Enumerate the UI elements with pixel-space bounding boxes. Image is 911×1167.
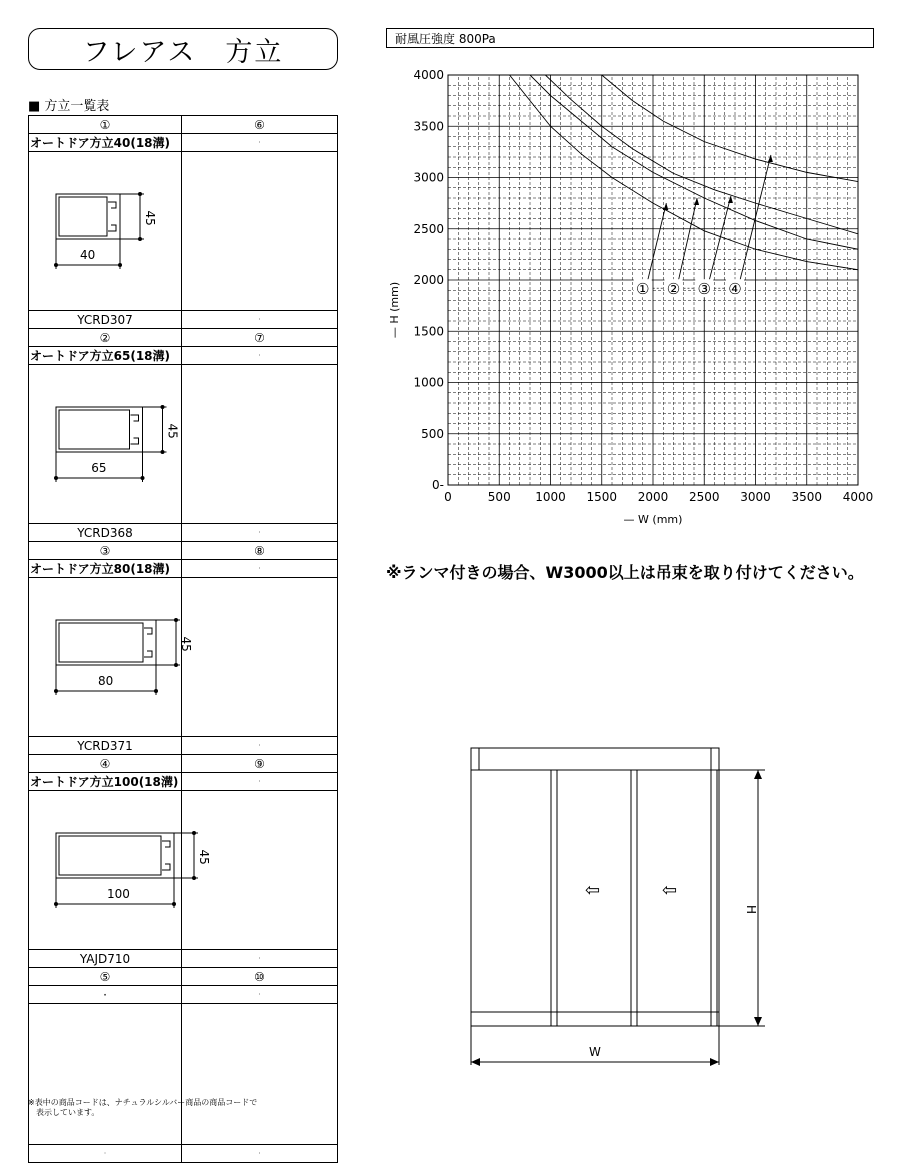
ranma-note: ※ランマ付きの場合、W3000以上は吊束を取り付けてください。 [386, 563, 864, 582]
profile-section-drawing [30, 367, 180, 517]
width-dimension-label: 40 [80, 248, 96, 262]
right-slide-arrow-icon: ⇦ [662, 880, 678, 901]
empty-drawing-cell [182, 152, 338, 311]
height-dimension-label: 45 [197, 849, 211, 865]
col-right-number: ⑨ [182, 755, 338, 773]
col-left-number: ② [29, 329, 182, 347]
width-dimension-label: 80 [98, 674, 114, 688]
col-right-number: ⑧ [182, 542, 338, 560]
empty-drawing-cell [182, 578, 338, 737]
col-right-number: ⑦ [182, 329, 338, 347]
y-axis-label: — H (mm) [388, 281, 401, 339]
mullion-table [28, 115, 338, 1163]
empty-cell: · [182, 134, 338, 152]
empty-code-cell: · [182, 311, 338, 329]
col-left-number: ④ [29, 755, 182, 773]
y-tick-label: 4000 [413, 68, 444, 82]
section-heading: ■ 方立一覧表 [28, 99, 110, 114]
footnote-line-1: ※表中の商品コードは、ナチュラルシルバー商品の商品コードで [28, 1098, 258, 1107]
x-tick-label: 3500 [791, 490, 823, 504]
profile-section-drawing [30, 154, 180, 304]
profile-drawing-cell [29, 1004, 182, 1145]
footnote-line-2: 表示しています。 [28, 1108, 100, 1117]
empty-code-cell: · [182, 524, 338, 542]
height-dimension-label: 45 [143, 210, 157, 226]
height-dimension-label: 45 [165, 423, 180, 439]
profile-drawing-cell [29, 365, 182, 524]
leader-line [648, 203, 667, 280]
x-tick-label: 4000 [842, 490, 874, 504]
empty-cell: · [182, 347, 338, 365]
height-dimension-label: 45 [179, 636, 193, 652]
product-code: YCRD307 [29, 311, 182, 329]
col-left-number: ⑤ [29, 968, 182, 986]
x-tick-label: 2000 [637, 490, 669, 504]
x-axis-label: — W (mm) [623, 513, 683, 526]
wind-pressure-chart [380, 60, 890, 540]
dimension-arrows [471, 770, 762, 1066]
x-tick-label: 500 [487, 490, 511, 504]
y-tick-label: 3500 [413, 119, 444, 134]
w-label: W [589, 1045, 601, 1059]
empty-drawing-cell [182, 791, 338, 950]
y-tick-label: 2500 [413, 221, 444, 236]
col-left-number: ① [29, 116, 182, 134]
door-elevation-diagram [465, 740, 785, 1070]
center-mullion [631, 770, 637, 1026]
empty-code-cell: · [182, 950, 338, 968]
product-name: オートドア方立65(18溝) [29, 347, 182, 365]
leader-line [709, 196, 731, 280]
left-slide-arrow-icon: ⇦ [585, 880, 601, 901]
col-left-number: ③ [29, 542, 182, 560]
h-label: H [744, 905, 758, 915]
chart-grid [448, 75, 858, 485]
y-tick-label: 3000 [413, 170, 444, 185]
product-name: オートドア方立100(18溝) [29, 773, 182, 791]
y-tick-label: 1000 [413, 375, 444, 390]
right-mullion [711, 770, 717, 1026]
y-tick-label: 2000 [413, 273, 444, 287]
col-right-number: ⑩ [182, 968, 338, 986]
curve-label: ③ [697, 280, 711, 299]
series-line-3 [545, 75, 858, 234]
footnote [28, 1098, 257, 1118]
product-code: YCRD368 [29, 524, 182, 542]
x-tick-label: 1000 [535, 490, 566, 504]
empty-cell: · [182, 773, 338, 791]
x-tick-label: 2500 [688, 490, 720, 504]
y-tick-label: 0- [432, 478, 444, 492]
page-title: フレアス 方立 [28, 28, 338, 70]
empty-drawing-cell [182, 1004, 338, 1145]
col-right-number: ⑥ [182, 116, 338, 134]
profile-drawing-cell [29, 152, 182, 311]
chart-labels [634, 155, 773, 298]
series-line-4 [602, 75, 858, 182]
profile-section-drawing [30, 580, 193, 730]
y-tick-label: 1500 [413, 324, 444, 339]
curve-label: ② [666, 280, 681, 299]
x-tick-label: 3000 [740, 490, 771, 504]
empty-code-cell: · [182, 1145, 338, 1163]
profile-section-drawing [30, 793, 211, 943]
empty-cell: · [182, 986, 338, 1004]
empty-code-cell: · [182, 737, 338, 755]
product-name: オートドア方立80(18溝) [29, 560, 182, 578]
x-tick-label: 1500 [586, 490, 618, 504]
y-tick-label: 500 [421, 426, 444, 441]
empty-drawing-cell [182, 365, 338, 524]
product-code: YCRD371 [29, 737, 182, 755]
width-dimension-label: 65 [91, 461, 107, 475]
profile-drawing-cell [29, 578, 193, 737]
curve-label: ④ [728, 280, 742, 299]
wind-pressure-label: 耐風圧強度 800Pa [386, 28, 874, 48]
product-name: · [29, 986, 182, 1004]
product-code: YAJD710 [29, 950, 182, 968]
x-tick-label: 0 [444, 490, 452, 504]
width-dimension-label: 100 [107, 887, 130, 901]
curve-label: ① [636, 280, 650, 299]
profile-drawing-cell [29, 791, 211, 950]
left-mullion [551, 770, 557, 1026]
product-code: · [29, 1145, 182, 1163]
empty-cell: · [182, 560, 338, 578]
product-name: オートドア方立40(18溝) [29, 134, 182, 152]
